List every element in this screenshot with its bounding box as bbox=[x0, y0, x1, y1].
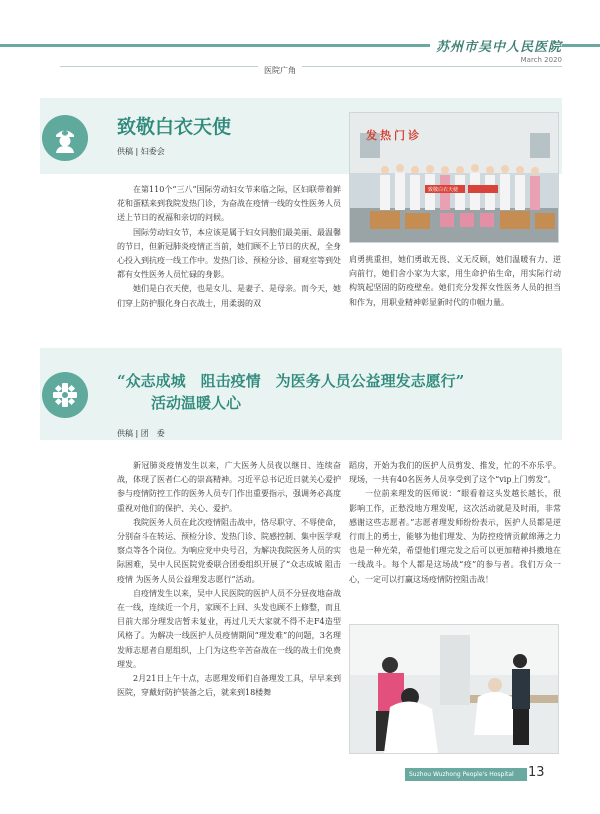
article2-title bbox=[117, 370, 562, 414]
article2-column-right bbox=[349, 459, 561, 587]
article2-byline: 供稿 | 团 委 bbox=[117, 429, 165, 438]
paragraph: 她们是白衣天使，也是女儿、是妻子、是母亲。而今天，她们穿上防护服化身白衣战士，用柔弱的双 bbox=[117, 284, 341, 308]
photo-banner-text: 致敬白衣天使 bbox=[428, 187, 459, 193]
paragraph: 我院医务人员在此次疫情阻击战中，恪尽职守、不辱使命，分别奋斗在转运、预检分诊、发热门诊、院感控制、集中医学观察点等各个岗位。为响应党中央号召，为解决我院医务人员的实际困难，吴中人民医院党委联合团委组织开展了“众志成城 阻击疫情 为医务人员公益理发志愿行”活动。 bbox=[117, 517, 341, 584]
paragraph: 蹈房，开始为我们的医护人员剪发、推发，忙的不亦乐乎。现场，一共有40名医务人员享受到了这个“vip上门剪发”。 bbox=[349, 461, 561, 485]
article2-title-line2: 活动温暖人心 bbox=[151, 394, 242, 412]
article1-photo bbox=[349, 112, 559, 243]
paragraph: 在第110个“三八”国际劳动妇女节来临之际，区妇联带着鲜花和蛋糕来到我院发热门诊，为奋战在疫情一线的女性医务人员送上节日的祝福和亲切的问候。 bbox=[117, 185, 341, 223]
article2-photo bbox=[349, 624, 559, 754]
photo-sign-text: 发热门诊 bbox=[366, 129, 422, 142]
article2-column-left bbox=[117, 459, 341, 700]
article1-title: 致敬白衣天使 bbox=[117, 116, 232, 138]
paragraph: 国际劳动妇女节，本应该是属于妇女同胞们最美丽、最温馨的节日，但新冠肺炎疫情正当前，她们顾不上节日的庆祝，全身心投入到抗疫一线工作中。发热门诊、预检分诊、留观室等到处都有女性医务人员忙碌的身影。 bbox=[117, 227, 341, 280]
paragraph: 新冠肺炎疫情发生以来，广大医务人员夜以继日、连续奋战，体现了医者仁心的崇高精神。习近平总书记近日就关心爱护参与疫情防控工作的医务人员专门作出重要指示，强调务必高度重视对他们的保护、关心、爱护。 bbox=[117, 461, 341, 513]
page-number: 13 bbox=[528, 765, 545, 780]
article1-byline: 供稿 | 妇委会 bbox=[117, 147, 165, 156]
paragraph: 肩勇挑重担，她们勇敢无畏、义无反顾，她们温暖有力、逆向前行，她们舍小家为大家，用生命护佑生命，用实际行动构筑起坚固的防疫壁垒。她们充分发挥女性医务人员的担当和作为，用职业精神彰显新时代的巾帼力量。 bbox=[349, 255, 561, 307]
nurse-emblem-icon bbox=[42, 115, 88, 161]
medical-cross-emblem-icon bbox=[42, 372, 88, 418]
paragraph: 2月21日上午十点，志愿理发师们自备理发工具，早早来到医院，穿戴好防护装备之后，就来到18楼舞 bbox=[117, 674, 341, 698]
footer-bar: Suzhou Wuzhong People's Hospital bbox=[405, 768, 527, 781]
article1-column-left bbox=[117, 183, 341, 311]
paragraph: 一位前来理发的医师说：“眼看着这头发越长越长，很影响工作，正愁没地方理发呢，这次活动就是及时雨，非常感谢这些志愿者。”志愿者理发师纷纷表示，医护人员都是逆行而上的勇士，能够为他们理发、为防控疫情贡献绵薄之力也是一种光荣，希望他们理完发之后可以更加精神抖擞地在一线战斗。每个人都是这场战“疫”的参与者。我们万众一心，一定可以打赢这场疫情防控阻击战！ bbox=[349, 489, 561, 584]
section-label: 医院广角 bbox=[258, 65, 302, 76]
article2-title-line1: “众志成城 阻击疫情 为医务人员公益理发志愿行” bbox=[117, 372, 465, 390]
article1-column-right bbox=[349, 253, 561, 310]
header-date: March 2020 bbox=[520, 56, 562, 64]
header-divider bbox=[60, 66, 562, 67]
header-title: 苏州市吴中人民医院 bbox=[430, 36, 562, 55]
paragraph: 自疫情发生以来，吴中人民医院的医护人员不分昼夜地奋战在一线，连续近一个月，家顾不上回、头发也顾不上修整，而且目前大部分理发店暂未复业，再过几天大家就不得不走F4造型风格了。为解决一线医护人员疫情期间“理发难”的问题，3名理发师志愿者自愿组织，上门为这些辛苦奋战在一线的战士们免费理发。 bbox=[117, 588, 341, 669]
